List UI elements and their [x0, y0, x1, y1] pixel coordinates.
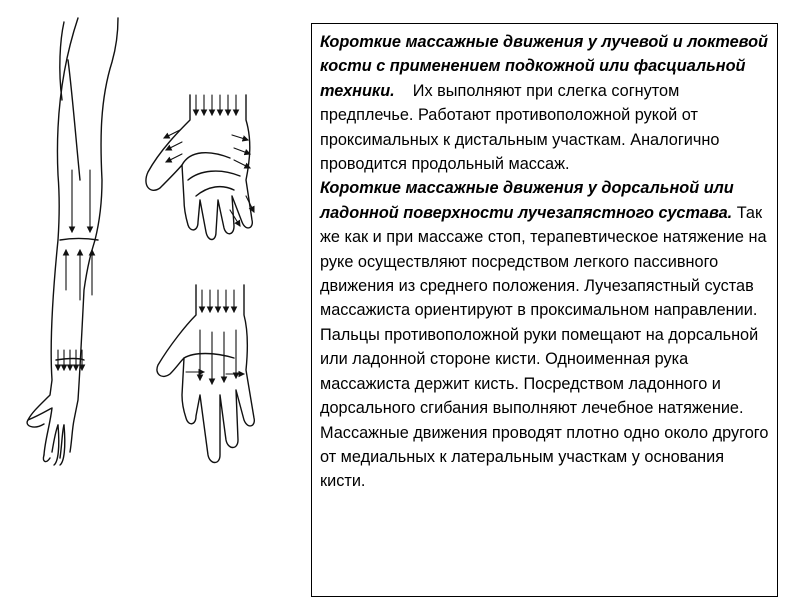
hand-palm-illustration	[146, 95, 252, 240]
massage-illustrations	[0, 0, 310, 600]
description-textbox	[311, 23, 778, 597]
arm-illustration	[27, 18, 118, 465]
heading-radial-ulnar: Короткие массажные движения у лучевой и локтевой кости с применением подкожной или фасциальной техники.	[320, 33, 768, 100]
body-radial-ulnar: Их выполняют при слегка согнутом предплечье. Работают противоположной рукой от проксимальных к дистальным участкам. Аналогично проводится продольный массаж.	[320, 81, 720, 174]
body-wrist-joint: Так же как и при массаже стоп, терапевтическое натяжение на руке осуществляют посредством легкого пассивного движения из среднего положения. Лучезапястный сустав массажиста ориентируют в проксимальном направлении. Пальцы противоположной руки помещают на дорсальной или ладонной стороне кисти. Одноименная рука массажиста держит кисть. Посредством ладонного и дорсального сгибания выполняют лечебное натяжение. Массажные движения проводят плотно одно около другого от медиальных к латеральным участкам у основания кисти.	[320, 203, 769, 491]
heading-wrist-joint: Короткие массажные движения у дорсальной или ладонной поверхности лучезапястного сустава.	[320, 179, 734, 222]
description-paragraph-2	[320, 176, 770, 493]
description-paragraph-1	[320, 30, 770, 176]
